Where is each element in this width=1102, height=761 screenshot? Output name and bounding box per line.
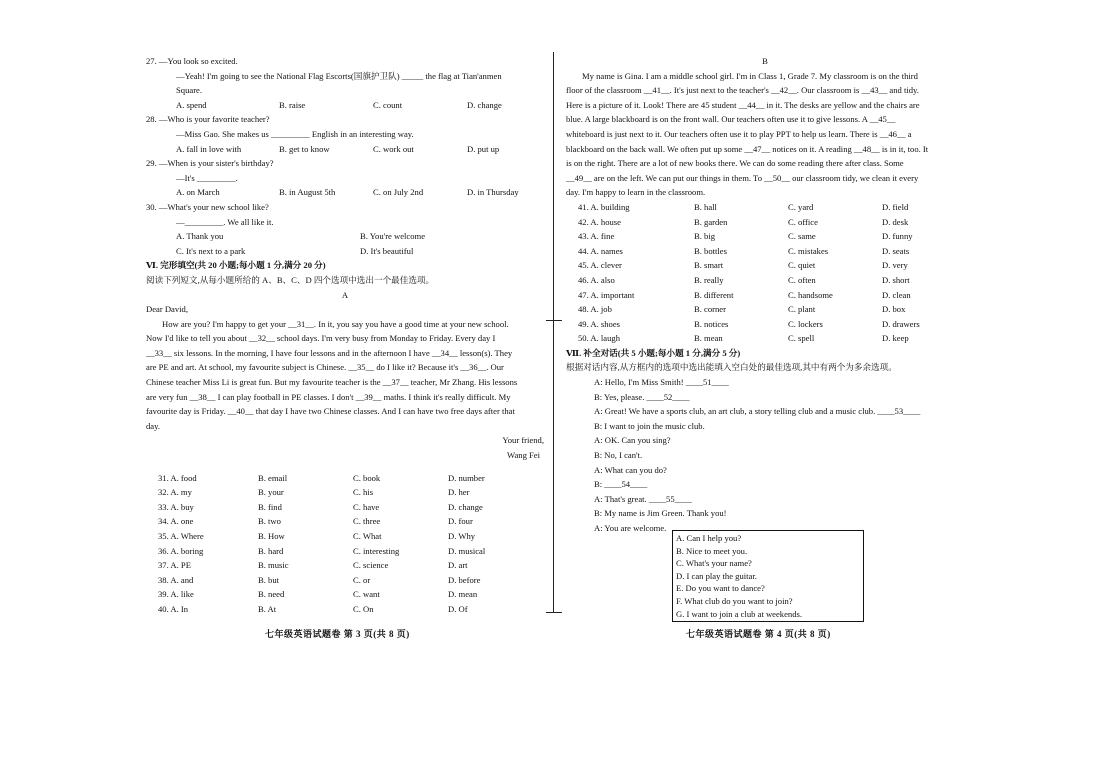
passage-line: blue. A large blackboard is on the front wall. Our teachers often use it to give lessons. A __45__ — [566, 114, 896, 125]
option-c: C. On — [353, 603, 374, 614]
passage-a-label: A — [341, 289, 349, 300]
question-option-row — [146, 602, 544, 617]
passage-b-label: B — [762, 56, 768, 66]
option-c: C. plant — [788, 304, 816, 315]
letter-line: Now I'd like to tell you about __32__ school days. I'm very busy from Monday to Friday. Every day I — [146, 333, 496, 344]
dialogue-line: A: You are welcome. — [594, 523, 667, 533]
passage-line: floor of the classroom __41__. It's just next to the teacher's __42__. Our classroom is __43__ and tidy. — [566, 85, 919, 96]
option-c: C. same — [788, 231, 816, 242]
question-option-row — [146, 514, 544, 529]
option-c: C. quiet — [788, 260, 816, 271]
question-option-row — [146, 529, 544, 544]
question-option-row — [146, 500, 544, 515]
passage-line: blackboard on the back wall. We often put up some __47__ notices on it. A reading __48__ is in it, too. It — [566, 143, 929, 154]
q28-options — [146, 142, 544, 157]
option-b: B. email — [258, 472, 288, 483]
option-d: D. her — [448, 487, 470, 498]
option-b: B. smart — [694, 260, 724, 271]
option-d: D. in Thursday — [467, 187, 519, 198]
option-b: B. garden — [694, 216, 728, 227]
option-c: C. have — [353, 501, 380, 512]
dialogue-line: A: Great! We have a sports club, an art club, a story telling club and a music club. ____53____ — [594, 406, 921, 417]
option-c: C. science — [353, 560, 389, 571]
option-a: 36. A. boring — [158, 545, 204, 556]
option-b: B. really — [694, 274, 724, 285]
letter-line: favourite day is Friday. __40__ that day I have two Chinese classes. And I can have two free days after that — [146, 406, 515, 417]
dialogue-option: G. I want to join a club at weekends. — [676, 608, 803, 619]
option-c: C. interesting — [353, 545, 400, 556]
option-d: D. drawers — [882, 318, 920, 329]
letter-closing: Your friend, — [502, 435, 544, 446]
letter-body — [146, 317, 544, 434]
option-c: C. work out — [373, 143, 414, 154]
left-page — [146, 54, 544, 617]
option-d: D. seats — [882, 245, 910, 256]
option-b: B. in August 5th — [279, 187, 336, 198]
footer-page-4: 七年级英语试题卷 第 4 页(共 8 页) — [686, 629, 831, 639]
letter-line: are very fun __38__ I can play football in PE classes. I don't __39__ maths. I think it's really difficult. My — [146, 391, 511, 402]
option-c: C. mistakes — [788, 245, 829, 256]
option-d: D. change — [448, 501, 483, 512]
q29-line2: —It's _________. — [176, 172, 238, 183]
option-b: B. find — [258, 501, 282, 512]
option-b: B. your — [258, 487, 284, 498]
option-c: C. It's next to a park — [176, 245, 246, 256]
option-a: 45. A. clever — [578, 260, 622, 271]
option-d: D. funny — [882, 231, 913, 242]
option-c: C. lockers — [788, 318, 823, 329]
question-option-row — [566, 244, 964, 259]
question-option-row — [146, 471, 544, 486]
option-a: 37. A. PE — [158, 560, 191, 571]
option-b: B. raise — [279, 99, 306, 110]
option-d: D. before — [448, 574, 481, 585]
option-d: D. mean — [448, 589, 478, 600]
option-a: 47. A. important — [578, 289, 635, 300]
q28-line2: —Miss Gao. She makes us _________ English in an interesting way. — [176, 128, 414, 139]
section-6-instruction: 阅读下列短文,从每小题所给的 A、B、C、D 四个选项中选出一个最佳选项。 — [146, 274, 435, 285]
footer-page-3: 七年级英语试题卷 第 3 页(共 8 页) — [265, 629, 410, 639]
option-a: A. fall in love with — [176, 143, 242, 154]
passage-line: is on the right. There are a lot of new books there. We can do some reading there after class. Some — [566, 158, 904, 169]
option-a: A. Thank you — [176, 231, 224, 242]
option-d: D. Why — [448, 531, 476, 541]
dialogue-line: A: What can you do? — [594, 464, 667, 475]
option-a: 31. A. food — [158, 472, 197, 483]
right-page — [566, 54, 964, 536]
dialogue-option: E. Do you want to dance? — [676, 583, 765, 594]
option-c: C. three — [353, 516, 381, 527]
q27-stem: 27. —You look so excited. — [146, 56, 238, 66]
option-b: B. hard — [258, 545, 284, 556]
option-b: B. big — [694, 231, 716, 242]
dialogue-line: A: OK. Can you sing? — [594, 435, 671, 446]
option-a: 46. A. also — [578, 274, 615, 285]
option-d: D. change — [467, 99, 502, 110]
question-option-row — [146, 485, 544, 500]
q30-options-row2 — [146, 244, 544, 259]
dialogue-line: B: I want to join the music club. — [594, 420, 705, 431]
option-d: D. number — [448, 472, 485, 483]
option-c: C. What — [353, 531, 382, 541]
option-d: D. four — [448, 516, 473, 527]
option-c: C. want — [353, 589, 380, 600]
question-option-row — [566, 317, 964, 332]
dialogue — [566, 375, 964, 536]
option-b: B. hall — [694, 201, 717, 212]
option-b: B. bottles — [694, 245, 727, 256]
letter-line: are PE and art. At school, my favourite subject is Chinese. __35__ do I like it? Because it's __36__. Our — [146, 362, 504, 373]
option-b: B. different — [694, 289, 734, 300]
option-a: A. on March — [176, 187, 220, 198]
question-option-row — [566, 258, 964, 273]
question-option-row — [566, 302, 964, 317]
question-option-row — [566, 229, 964, 244]
q27-options — [146, 98, 544, 113]
option-a: 44. A. names — [578, 245, 623, 256]
q28-stem: 28. —Who is your favorite teacher? — [146, 114, 270, 125]
letter-signature: Wang Fei — [507, 450, 540, 461]
q30-line2: —_________. We all like it. — [176, 216, 274, 227]
option-c: C. spell — [788, 333, 815, 344]
option-b: B. two — [258, 516, 281, 527]
option-c: C. yard — [788, 201, 814, 212]
q29-options — [146, 185, 544, 200]
option-c: C. on July 2nd — [373, 187, 424, 198]
option-b: B. How — [258, 531, 285, 541]
option-a: 39. A. like — [158, 589, 194, 600]
passage-line: whiteboard is just next to it. Our teachers often use it to play PPT to help us learn. There is __46__ a — [566, 128, 912, 139]
option-d: D. Of — [448, 603, 468, 614]
dialogue-line: B: My name is Jim Green. Thank you! — [594, 508, 727, 519]
cloze-b-options — [566, 200, 964, 346]
passage-line: My name is Gina. I am a middle school girl. I'm in Class 1, Grade 7. My classroom is on the third — [582, 70, 918, 81]
option-b: B. need — [258, 589, 285, 600]
question-option-row — [566, 288, 964, 303]
option-a: 49. A. shoes — [578, 318, 621, 329]
option-d: D. box — [882, 304, 906, 315]
passage-line: __49__ are on the left. We can put our things in them. To __50__ our classroom tidy, we clean it every — [566, 172, 919, 183]
option-d: D. clean — [882, 289, 911, 300]
section-7-title: Ⅶ. 补全对话(共 5 小题;每小题 1 分,满分 5 分) — [566, 347, 741, 358]
option-b: B. At — [258, 603, 277, 614]
option-b: B. You're welcome — [360, 231, 426, 242]
option-a: 38. A. and — [158, 574, 194, 585]
option-d: D. desk — [882, 216, 909, 227]
option-d: D. musical — [448, 545, 486, 556]
question-option-row — [146, 587, 544, 602]
section-7-instruction: 根据对话内容,从方框内的选项中选出能填入空白处的最佳选项,其中有两个为多余选项。 — [566, 362, 897, 373]
option-c: C. book — [353, 472, 381, 483]
letter-line: Chinese teacher Miss Li is great fun. But my favourite teacher is the __37__ teacher, Mr Zhang. His lessons — [146, 377, 518, 388]
dialogue-line: B: No, I can't. — [594, 450, 643, 461]
option-d: D. It's beautiful — [360, 245, 414, 256]
q30-options-row1 — [146, 229, 544, 244]
dialogue-option: A. Can I help you? — [676, 533, 742, 543]
spacer — [146, 463, 544, 471]
question-option-row — [566, 215, 964, 230]
option-c: C. handsome — [788, 289, 833, 300]
q30-stem: 30. —What's your new school like? — [146, 201, 269, 212]
option-a: 41. A. building — [578, 201, 630, 212]
option-b: B. notices — [694, 318, 729, 329]
page-divider — [553, 52, 554, 612]
option-a: 34. A. one — [158, 516, 194, 527]
question-option-row — [566, 331, 964, 346]
passage-line: day. I'm happy to learn in the classroom. — [566, 187, 706, 198]
option-a: 33. A. buy — [158, 501, 194, 512]
q27-line3: Square. — [176, 85, 203, 96]
option-b: B. mean — [694, 333, 723, 344]
option-c: C. his — [353, 487, 374, 498]
dialogue-line: A: That's great. ____55____ — [594, 493, 692, 504]
option-d: D. put up — [467, 143, 500, 154]
option-b: B. music — [258, 560, 289, 571]
question-option-row — [566, 200, 964, 215]
option-a: 40. A. In — [158, 603, 189, 614]
letter-greeting: Dear David, — [146, 304, 188, 315]
divider-tick — [546, 612, 562, 613]
question-option-row — [146, 558, 544, 573]
option-b: B. corner — [694, 304, 726, 315]
option-d: D. short — [882, 274, 910, 285]
option-a: A. spend — [176, 99, 207, 110]
section-6-title: Ⅵ. 完形填空(共 20 小题;每小题 1 分,满分 20 分) — [146, 260, 326, 271]
question-option-row — [566, 273, 964, 288]
option-c: C. office — [788, 216, 818, 227]
letter-line: day. — [146, 420, 160, 431]
option-b: B. but — [258, 574, 280, 585]
option-a: 32. A. my — [158, 487, 192, 498]
option-c: C. often — [788, 274, 816, 285]
q27-line2: —Yeah! I'm going to see the National Flag Escorts(国旗护卫队) _____ the flag at Tian'anmen — [176, 70, 502, 81]
divider-tick — [546, 320, 562, 321]
dialogue-line: B: ____54____ — [594, 479, 648, 490]
q29-stem: 29. —When is your sister's birthday? — [146, 158, 274, 169]
option-c: C. count — [373, 99, 403, 110]
passage-b-body — [566, 69, 964, 200]
dialogue-line: A: Hello, I'm Miss Smith! ____51____ — [594, 377, 729, 388]
option-d: D. very — [882, 260, 908, 271]
option-c: C. or — [353, 574, 371, 585]
dialogue-line: B: Yes, please. ____52____ — [594, 391, 690, 402]
option-b: B. get to know — [279, 143, 330, 154]
letter-line: __33__ six lessons. In the morning, I have four lessons and in the afternoon I have __34__ lesson(s). They — [146, 347, 513, 358]
dialogue-option: B. Nice to meet you. — [676, 545, 748, 556]
option-d: D. field — [882, 201, 909, 212]
passage-line: Here is a picture of it. Look! There are 45 student __44__ in it. The desks are yellow and the chairs are — [566, 99, 920, 110]
option-a: 42. A. house — [578, 216, 621, 227]
letter-line: How are you? I'm happy to get your __31__. In it, you say you have a good time at your new school. — [162, 318, 509, 329]
dialogue-option: F. What club do you want to join? — [676, 595, 793, 606]
question-option-row — [146, 573, 544, 588]
option-d: D. keep — [882, 333, 909, 344]
dialogue-option: D. I can play the guitar. — [676, 570, 757, 581]
option-a: 43. A. fine — [578, 231, 615, 242]
option-d: D. art — [448, 560, 468, 571]
option-a: 35. A. Where — [158, 531, 204, 541]
option-a: 48. A. job — [578, 304, 612, 315]
option-a: 50. A. laugh — [578, 333, 621, 344]
dialogue-option: C. What's your name? — [676, 558, 752, 569]
cloze-a-options — [146, 471, 544, 617]
question-option-row — [146, 544, 544, 559]
dialogue-option-box — [672, 530, 864, 622]
